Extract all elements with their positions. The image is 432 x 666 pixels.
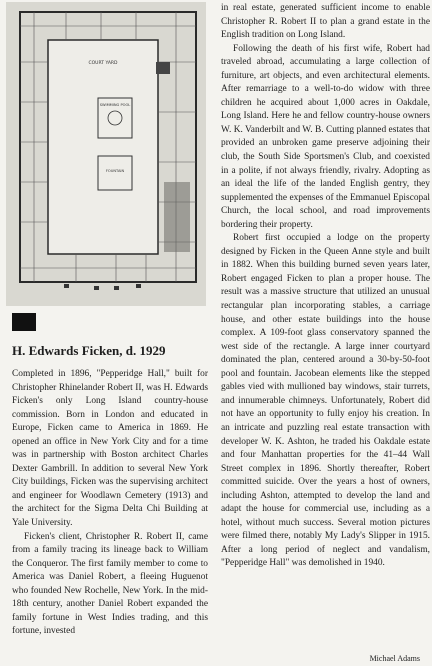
paragraph: Ficken's client, Christopher R. Robert II, came from a family tracing its lineage back to William the Conqueror. The first family member to come to America was Daniel Robert, a fleeing Huguenot who founded New Rochelle, New York. In the mid-18th century, another Daniel Robert expanded the family fortune in West Indies trading, and this fortune, invested — [12, 531, 208, 637]
paragraph: Robert first occupied a lodge on the property designed by Ficken in the Queen Anne style and built in 1882. When this building burned seven years later, Robert engaged Ficken to plan a proper house. The result was a massive structure that utilized an unusual rectangular plan incorporating stables, a carriage house, and other estate buildings into the house complex. A 109-foot glass conservatory spanned the west side of the rectangle. A large inner courtyard dominated the plan, centered around a 30-by-50-foot pool and fountain. Jacobean elements like the stepped gables vied with mullioned bay windows, stair turrets, and innumerable chimneys. Unfortunately, Robert did not have an opportunity to fully enjoy his creation. In an intricate and puzzling real estate transaction with developer W. K. Ashton, he traded his Oakdale estate and four Manhattan properties for the 41–44 Wall Street complex in 1896. Shortly thereafter, Robert committed suicide. Over the years a host of owners, including Ashton, attempted to develop the land and adapt the house for commercial use, including as a hotel, without much success. Several motion pictures were filmed there, notably My Lady's Slipper in 1915. After a long period of neglect and vandalism, "Pepperidge Hall" was demolished in 1940. — [221, 233, 430, 569]
section-marker — [12, 313, 36, 331]
right-column — [221, 2, 430, 571]
paragraph: Following the death of his first wife, Robert had traveled abroad, accumulating a large collection of furniture, art objects, and even architectural elements. After remarriage to a well-to-do widow with three children he acquired about 1,000 acres in Oakdale, Long Island. Here he and fellow country-house owners W. K. Vanderbilt and W. B. Cutting planned estates that provided an unbroken game preserve adjoining their club, the South Side Sportsmen's Club, and coexisted in a polite, if not always friendly, rivalry. Adopting as an ideal the life of the landed English gentry, they supplemented the expenses of the Emmanuel Episcopal Church, the local school, and road improvements bordering their property. — [221, 43, 430, 230]
fountain-label: FOUNTAIN — [105, 169, 125, 173]
court-yard-label: COURT YARD — [88, 61, 118, 66]
left-column — [12, 368, 208, 639]
paragraph: Completed in 1896, "Pepperidge Hall," built for Christopher Rhinelander Robert II, was H. Edwards Ficken's only Long Island country-house commission. Born in London and educated in Europe, Ficken came to America in 1869. He opened an office in New York City and for a time was in partnership with Boston architect Charles Dexter Gambrill. In addition to several New York City buildings, Ficken was the supervising architect and engineer for Woodlawn Cemetery (1913) and the architect for the Sigma Delta Chi Building at Yale University. — [12, 369, 208, 529]
floor-plan-drawing — [6, 2, 206, 306]
floor-plan-image — [6, 2, 206, 306]
paragraph: in real estate, generated sufficient income to enable Christopher R. Robert II to plan a grand estate in the English tradition on Long Island. — [221, 3, 430, 41]
author-byline: Michael Adams — [369, 654, 420, 663]
article-heading: H. Edwards Ficken, d. 1929 — [12, 343, 166, 358]
pool-label: SWIMMING POOL — [99, 103, 131, 107]
